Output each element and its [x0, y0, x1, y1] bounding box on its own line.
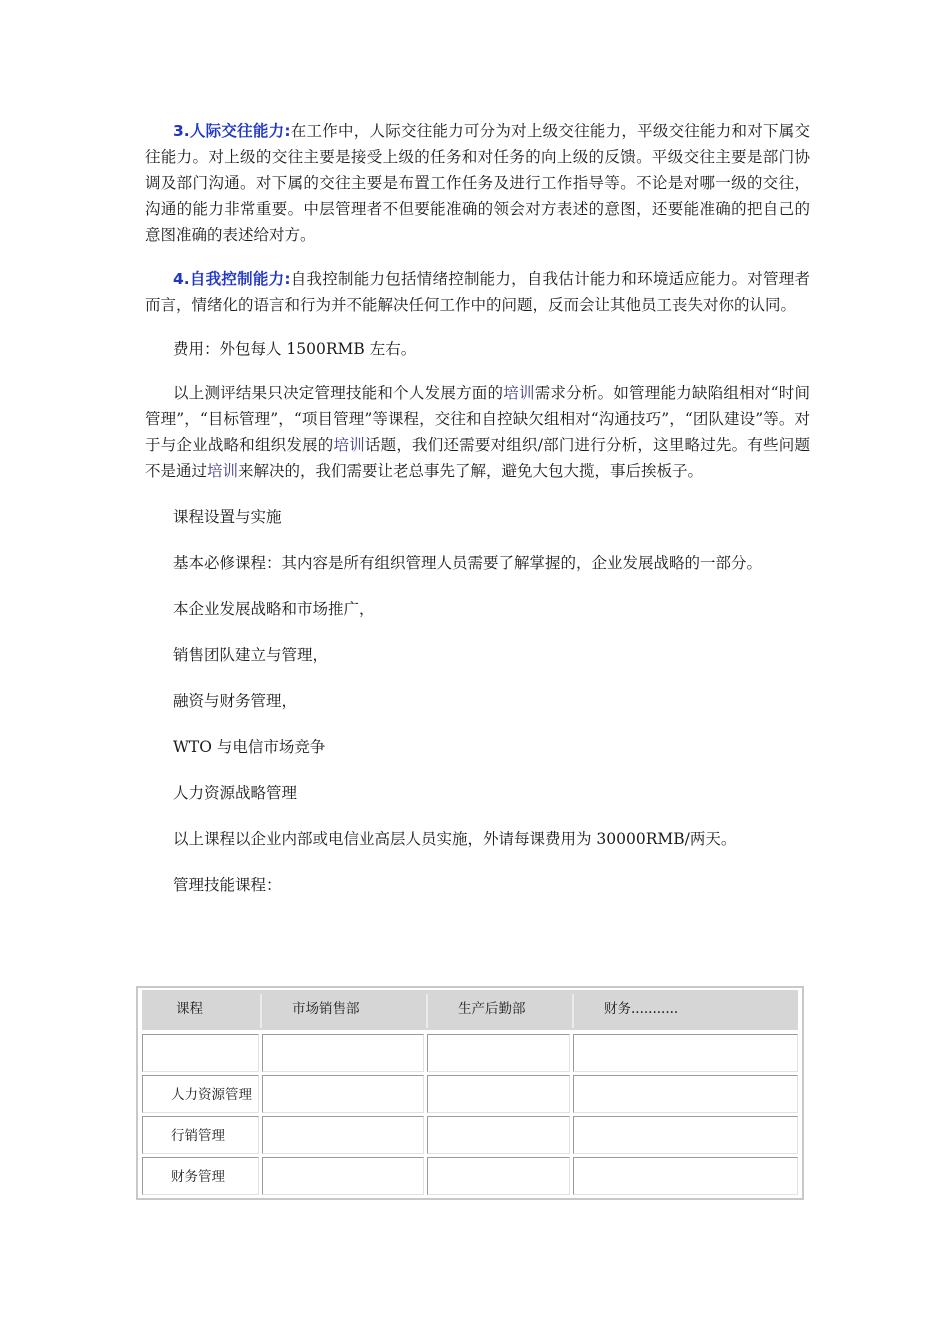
course-item-1: 本企业发展战略和市场推广，: [173, 600, 375, 618]
text-assessment-c: 话题，我们还需要对组织/部门进行分析，这里略过先。有些问题不是通过: [145, 436, 810, 480]
paragraph-interpersonal: [145, 118, 810, 248]
header-course: 课程: [176, 1001, 203, 1017]
heading-self-control: 4.自我控制能力:: [173, 270, 291, 288]
table-cell: [262, 1157, 424, 1195]
header-divider: [572, 994, 574, 1028]
course-item-3: 融资与财务管理，: [173, 692, 298, 710]
paragraph-self-control: [145, 266, 810, 318]
course-table: [136, 986, 804, 1200]
header-finance: 财务...........: [604, 1001, 679, 1017]
course-item-2: 销售团队建立与管理，: [173, 646, 329, 664]
table-cell: [262, 1116, 424, 1154]
table-cell: [573, 1034, 798, 1072]
heading-interpersonal: 3.人际交往能力:: [173, 122, 291, 140]
header-divider: [426, 994, 428, 1028]
header-marketing-sales: 市场销售部: [292, 1001, 360, 1017]
table-cell: [573, 1157, 798, 1195]
text-assessment-d: 来解决的，我们需要让老总事先了解，避免大包大揽，事后挨板子。: [238, 462, 704, 480]
table-cell-hr-management: 人力资源管理: [142, 1075, 259, 1113]
table-cell: [262, 1075, 424, 1113]
table-cell: [262, 1034, 424, 1072]
text-assessment-b: 需求分析。如管理能力缺陷组相对“时间管理”，“目标管理”，“项目管理”等课程，交往和自控缺欠组相对“沟通技巧”，“团队建设”等。对于与企业战略和组织发展的: [145, 384, 810, 454]
text-interpersonal: 在工作中，人际交往能力可分为对上级交往能力，平级交往能力和对下属交往能力。对上级的交往主要是接受上级的任务和对任务的向上级的反馈。平级交往主要是部门协调及部门沟通。对下属的交往主要是布置工作任务及进行工作指导等。不论是对哪一级的交往，沟通的能力非常重要。中层管理者不但要能准确的领会对方表述的意图，还要能准确的把自己的意图准确的表述给对方。: [145, 122, 810, 244]
table-cell: [427, 1116, 570, 1154]
text-self-control: 自我控制能力包括情绪控制能力，自我估计能力和环境适应能力。对管理者而言，情绪化的语言和行为并不能解决任何工作中的问题，反而会让其他员工丧失对你的认同。: [145, 270, 810, 314]
training-link-1[interactable]: 培训: [503, 384, 535, 402]
paragraph-fee: 费用：外包每人 1500RMB 左右。: [173, 340, 417, 358]
table-header-row: [142, 990, 798, 1030]
training-link-3[interactable]: 培训: [207, 462, 239, 480]
paragraph-course-setup: 课程设置与实施: [173, 508, 282, 526]
table-cell: [573, 1116, 798, 1154]
table-cell-marketing-management: 行销管理: [142, 1116, 259, 1154]
table-cell-finance-management: 财务管理: [142, 1157, 259, 1195]
text-assessment-a: 以上测评结果只决定管理技能和个人发展方面的: [173, 384, 504, 402]
course-item-4: WTO 与电信市场竞争: [173, 738, 326, 756]
table-cell: [427, 1075, 570, 1113]
paragraph-required-courses: 基本必修课程：其内容是所有组织管理人员需要了解掌握的，企业发展战略的一部分。: [173, 554, 763, 572]
table-cell: [427, 1157, 570, 1195]
training-link-2[interactable]: 培训: [333, 436, 365, 454]
header-divider: [260, 994, 262, 1028]
table-cell: [573, 1075, 798, 1113]
table-cell: [142, 1034, 259, 1072]
paragraph-course-note: 以上课程以企业内部或电信业高层人员实施，外请每课费用为 30000RMB/两天。: [173, 830, 737, 848]
paragraph-mgmt-courses: 管理技能课程：: [173, 876, 282, 894]
course-item-5: 人力资源战略管理: [173, 784, 298, 802]
table-cell: [427, 1034, 570, 1072]
paragraph-assessment: [145, 380, 810, 484]
header-production-logistics: 生产后勤部: [458, 1001, 526, 1017]
document-body: [145, 118, 810, 898]
